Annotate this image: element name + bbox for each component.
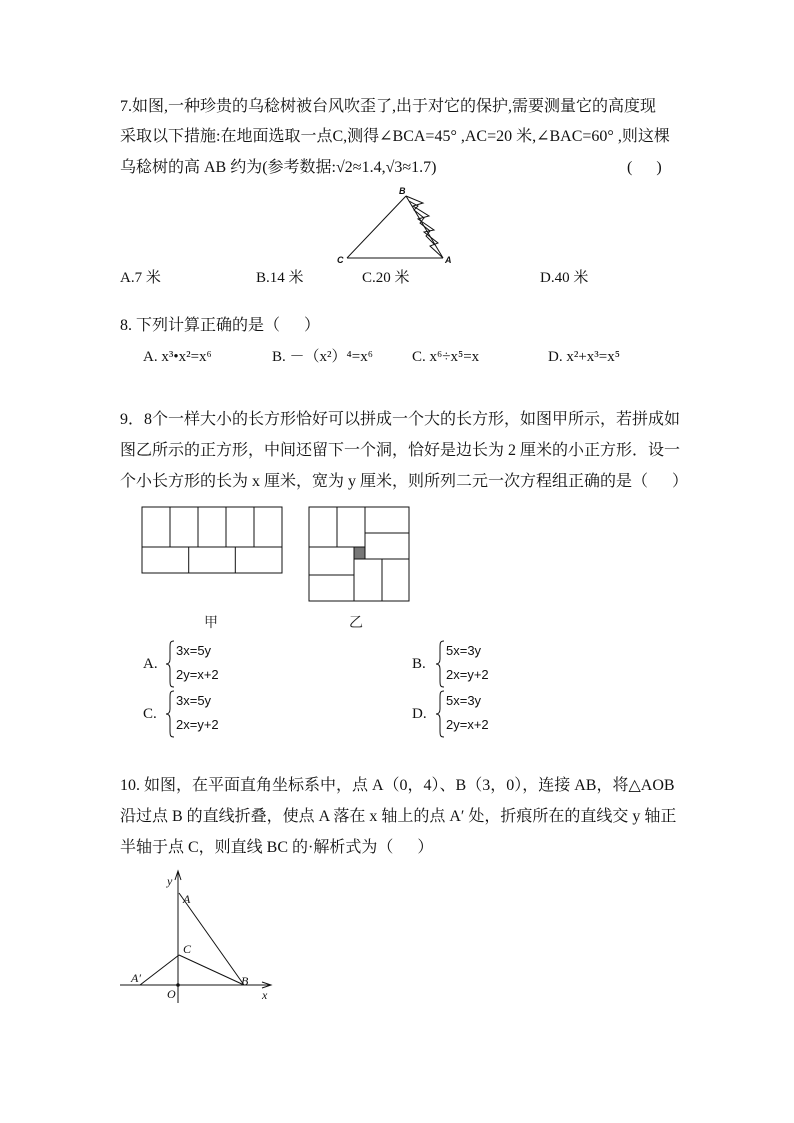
q9-option-d-eq2: 2y=x+2 — [446, 717, 489, 732]
segment-cb — [179, 955, 244, 985]
q7-option-c: C.20 米 — [362, 270, 410, 286]
q9-option-d-eq1: 5x=3y — [446, 693, 482, 708]
label-b: B — [399, 186, 406, 196]
q9-option-b-label: B. — [412, 656, 426, 672]
q9-line-2: 图乙所示的正方形，中间还留下一个洞，恰好是边长为 2 厘米的小正方形．设一 — [120, 442, 681, 459]
q9-line-3: 个小长方形的长为 x 厘米，宽为 y 厘米，则所列二元一次方程组正确的是（ ） — [120, 473, 689, 490]
q9-option-a-eq2: 2y=x+2 — [176, 667, 219, 682]
segment-ab — [179, 893, 244, 985]
q8-option-c: C. x⁶÷x⁵=x — [412, 349, 480, 365]
q9-option-c-label: C. — [143, 706, 157, 722]
label-b: B — [241, 974, 249, 988]
q9-option-b-eq1: 5x=3y — [446, 643, 482, 658]
center-hole — [354, 547, 365, 559]
q10-line-3: 半轴于点 C，则直线 BC 的·解析式为（ ） — [120, 839, 434, 856]
left-brace-icon — [165, 640, 175, 688]
figure-label-yi: 乙 — [349, 614, 363, 630]
outer-rectangle — [142, 507, 282, 573]
q7-line-3: 乌稔树的高 AB 约为(参考数据:√2≈1.4,√3≈1.7) — [120, 159, 437, 176]
q10-coordinate-figure — [115, 868, 280, 1008]
q8-option-d: D. x²+x³=x⁵ — [548, 349, 620, 365]
origin-dot — [176, 983, 180, 987]
label-origin: O — [167, 987, 176, 1001]
q7-option-a: A.7 米 — [120, 270, 161, 286]
figure-label-jia: 甲 — [204, 614, 218, 630]
q9-option-a-label: A. — [143, 656, 158, 672]
q8-option-b: B. －（x²）⁴=x⁶ — [272, 349, 373, 365]
q7-triangle-figure — [335, 185, 460, 270]
label-y-axis: y — [167, 874, 173, 888]
q8-option-a: A. x³•x²=x⁶ — [143, 349, 212, 365]
q9-figure-jia — [140, 505, 285, 575]
q9-line-1: 9．8个一样大小的长方形恰好可以拼成一个大的长方形，如图甲所示，若拼成如 — [120, 411, 681, 428]
q9-option-c-eq2: 2x=y+2 — [176, 717, 219, 732]
label-c: C — [183, 942, 192, 956]
left-brace-icon — [435, 690, 445, 738]
q10-line-2: 沿过点 B 的直线折叠，使点 A 落在 x 轴上的点 A′ 处，折痕所在的直线交 y 轴正 — [120, 808, 677, 825]
left-brace-icon — [165, 690, 175, 738]
q7-answer-blank: ( ) — [627, 159, 662, 176]
q9-figure-yi — [307, 505, 412, 604]
label-a-prime: A′ — [131, 971, 141, 985]
label-x-axis: x — [262, 988, 268, 1002]
q9-option-c-eq1: 3x=5y — [176, 693, 212, 708]
q10-line-1: 10. 如图，在平面直角坐标系中，点 A（0，4）、B（3，0），连接 AB，将△AOB — [120, 777, 675, 794]
label-c: C — [337, 255, 344, 265]
q7-line-2: 采取以下措施:在地面选取一点C,测得∠BCA=45° ,AC=20 米,∠BAC=60° ,则这棵 — [120, 128, 670, 145]
segment-cb — [347, 196, 406, 258]
label-a: A — [445, 255, 452, 265]
q8-question: 8. 下列计算正确的是（ ） — [120, 317, 321, 334]
label-a: A — [183, 892, 191, 906]
q7-option-b: B.14 米 — [256, 270, 304, 286]
q9-option-d-label: D. — [412, 706, 427, 722]
q9-option-a-eq1: 3x=5y — [176, 643, 212, 658]
q7-line-1: 7.如图,一种珍贵的乌稔树被台风吹歪了,出于对它的保护,需要测量它的高度现 — [120, 98, 657, 115]
q9-option-b-eq2: 2x=y+2 — [446, 667, 489, 682]
q7-option-d: D.40 米 — [540, 270, 589, 286]
segment-a-prime-c — [140, 955, 179, 985]
left-brace-icon — [435, 640, 445, 688]
